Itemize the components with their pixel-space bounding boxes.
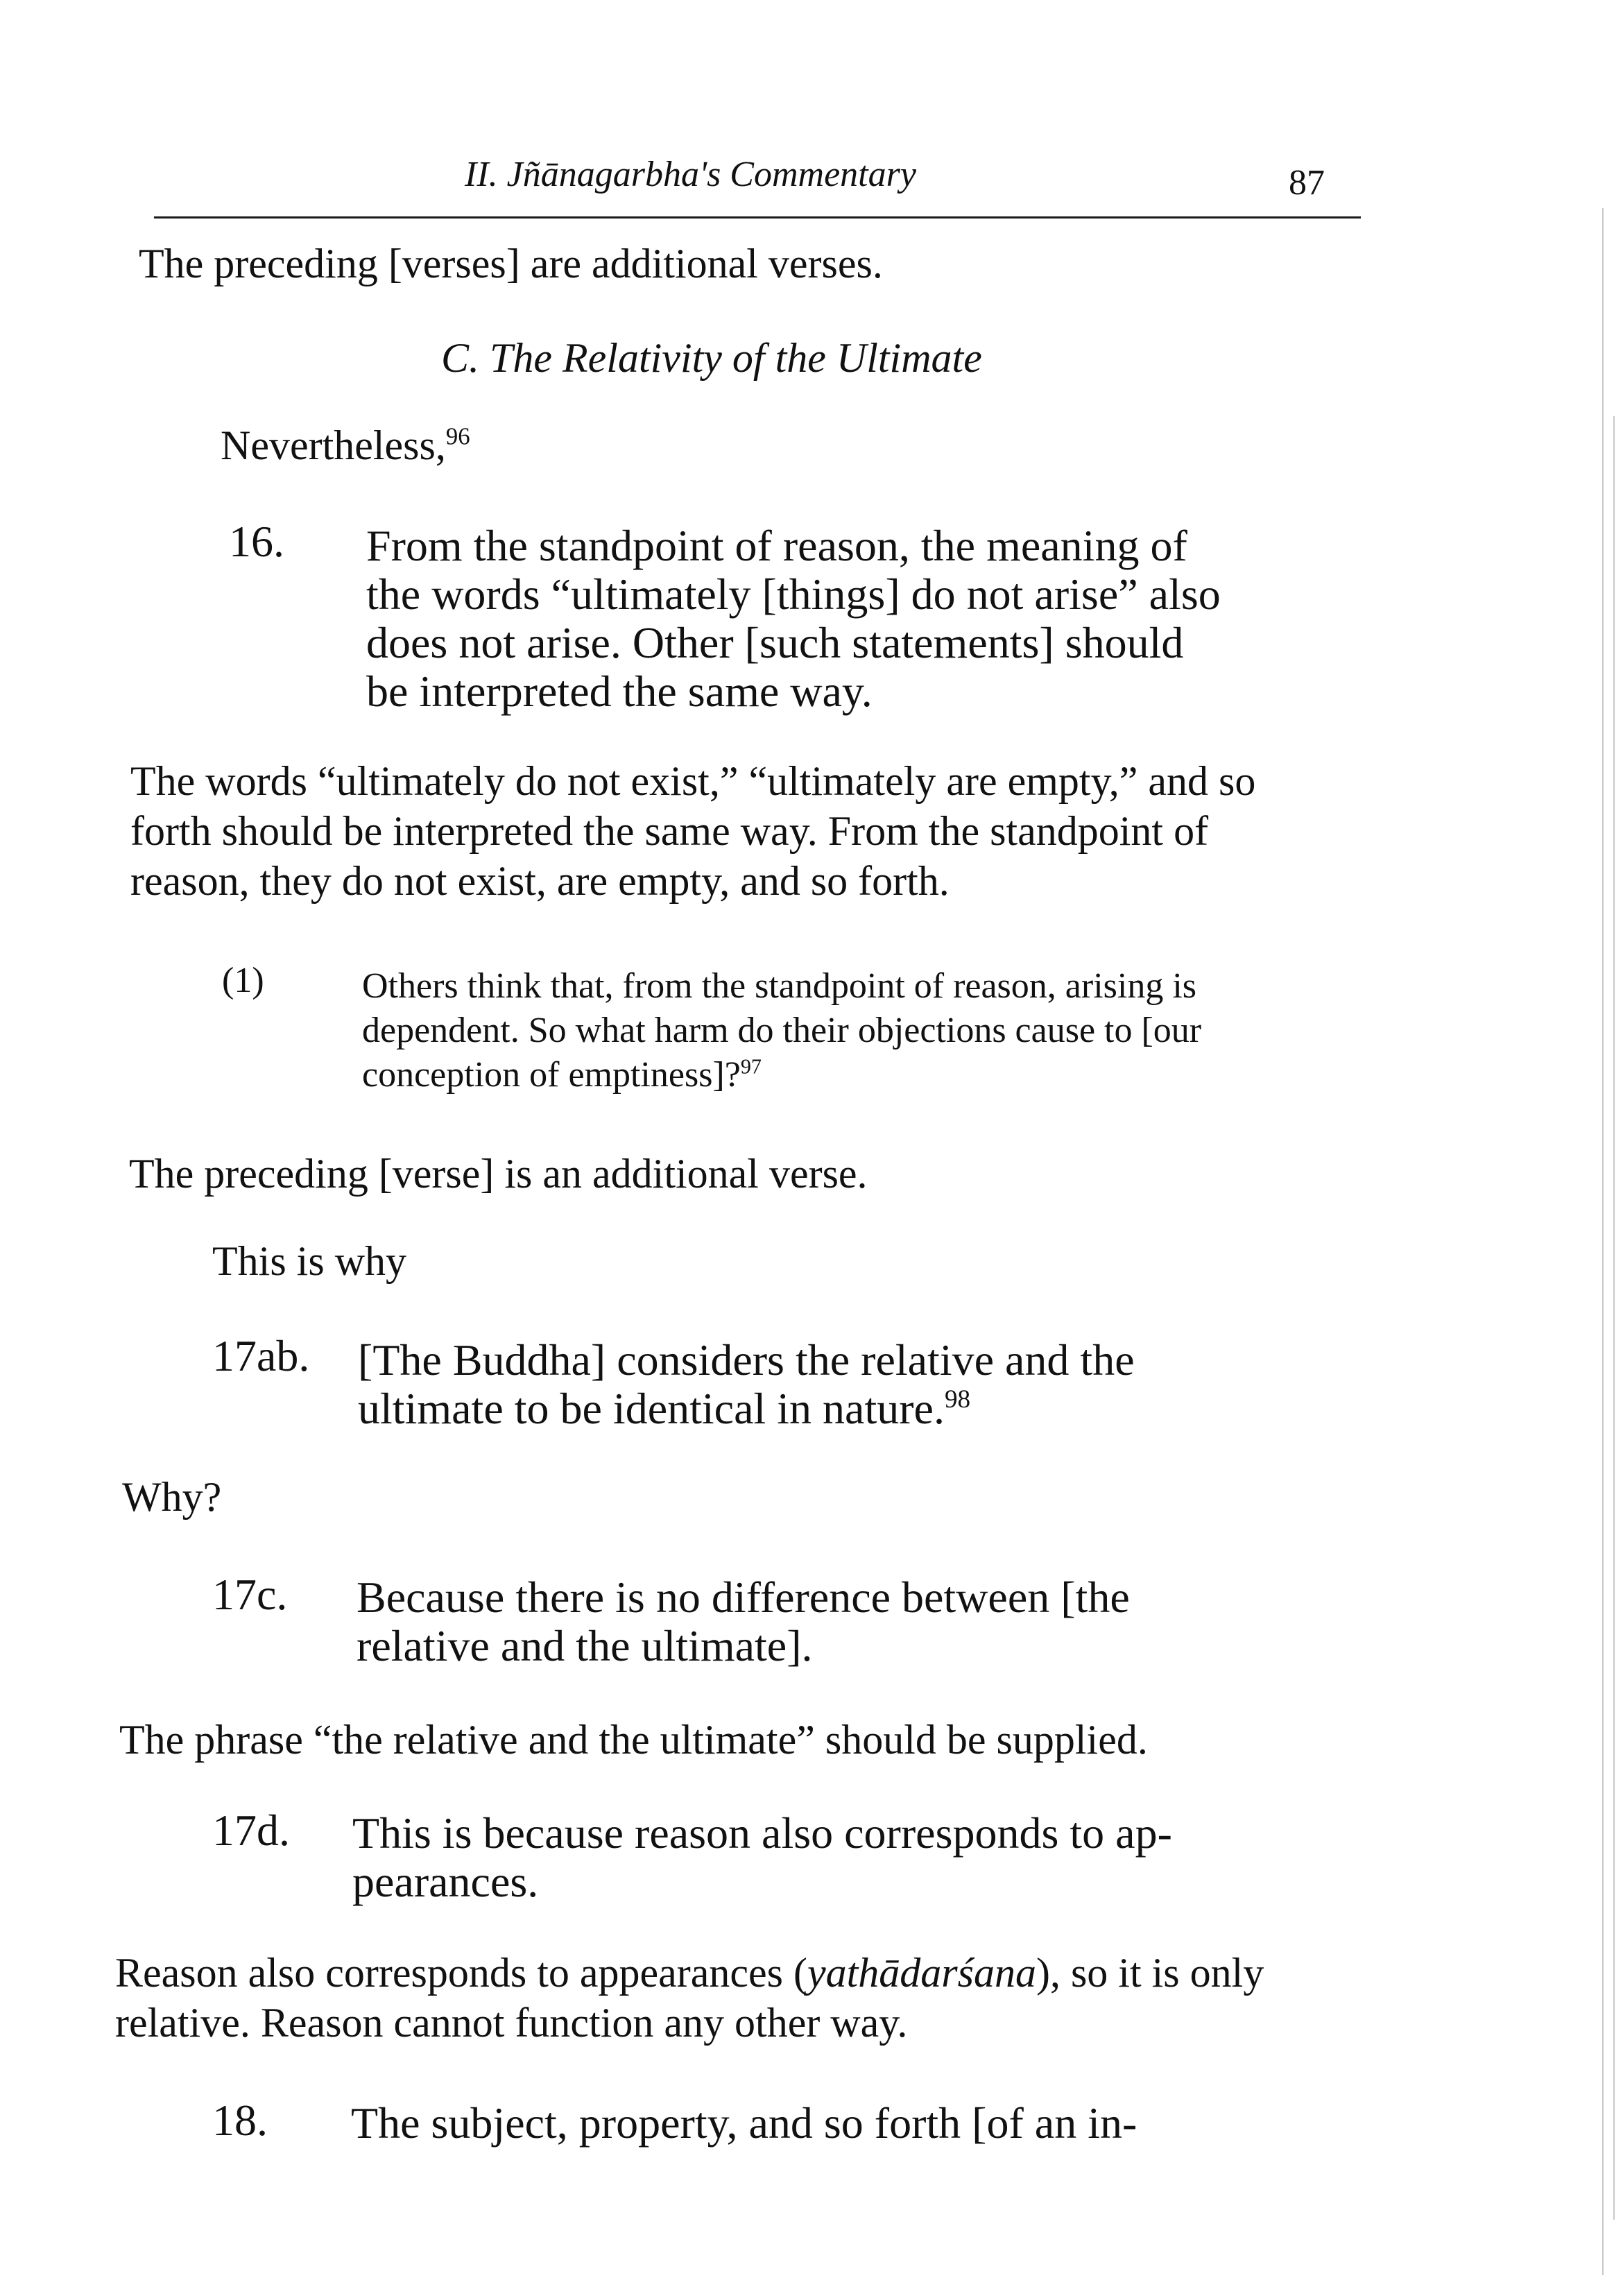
paragraph-text: ), so it is only	[1036, 1950, 1264, 1996]
paragraph-text: Reason also corresponds to appearances (	[115, 1950, 807, 1996]
verse-number-17ab: 17ab.	[212, 1331, 310, 1380]
verse-line: relative and the ultimate].	[357, 1621, 813, 1670]
verse-line: Others think that, from the standpoint of reason, arising is	[362, 966, 1197, 1006]
verse-line-text: conception of emptiness]?	[362, 1055, 741, 1095]
verse-number-18: 18.	[212, 2096, 268, 2145]
verse-line: be interpreted the same way.	[366, 667, 873, 716]
additional-verse-number: (1)	[222, 961, 264, 1000]
verse-line: does not arise. Other [such statements] should	[366, 618, 1184, 667]
footnote-ref-96: 96	[445, 422, 470, 450]
verse-line	[362, 1053, 1201, 1097]
page-number: 87	[1289, 163, 1325, 203]
preceding-verse-text: The preceding [verse] is an additional verse.	[129, 1151, 868, 1197]
sanskrit-term: yathādarśana	[807, 1950, 1036, 1996]
footnote-ref-97: 97	[740, 1054, 762, 1079]
nevertheless-word: Nevertheless,	[221, 422, 446, 468]
intro-text: The preceding [verses] are additional verses.	[139, 241, 883, 286]
paragraph-line: The words “ultimately do not exist,” “ultimately are empty,” and so	[130, 758, 1256, 804]
verse-number-17d: 17d.	[212, 1806, 290, 1855]
running-head: II. Jñānagarbha's Commentary	[465, 155, 916, 194]
verse-line-text: ultimate to be identical in nature.	[358, 1384, 945, 1433]
verse-number-17c: 17c.	[212, 1570, 288, 1619]
paragraph-line: forth should be interpreted the same way. From the standpoint of	[130, 808, 1209, 854]
paragraph-line	[115, 1948, 1264, 1998]
paragraph-line: reason, they do not exist, are empty, and so forth.	[130, 858, 950, 904]
scan-edge-line	[1613, 416, 1615, 2220]
verse-line: pearances.	[352, 1857, 539, 1906]
verse-line: Because there is no difference between [the	[357, 1573, 1130, 1622]
verse-line: the words “ultimately [things] do not arise” also	[366, 569, 1221, 619]
header-rule	[154, 216, 1361, 219]
footnote-ref-98: 98	[944, 1385, 971, 1414]
verse-number-16: 16.	[229, 517, 284, 566]
verse-line: dependent. So what harm do their objections cause to [our	[362, 1011, 1202, 1050]
why-text: Why?	[122, 1474, 222, 1520]
additional-verse-text	[362, 964, 1201, 1097]
paragraph-line: relative. Reason cannot function any other way.	[115, 2000, 908, 2046]
verse-17d-text	[352, 1809, 1172, 1906]
verse-line: This is because reason also corresponds to ap-	[352, 1808, 1172, 1858]
verse-line	[358, 1385, 1135, 1433]
section-heading: C. The Relativity of the Ultimate	[441, 335, 982, 381]
paragraph-2	[115, 1948, 1264, 2048]
this-is-why-text: This is why	[212, 1238, 407, 1284]
scan-edge-line	[1602, 208, 1604, 2275]
paragraph-1	[130, 756, 1255, 906]
verse-line: From the standpoint of reason, the meaning of	[366, 521, 1187, 570]
phrase-text: The phrase “the relative and the ultimate” should be supplied.	[119, 1717, 1148, 1763]
verse-17ab-text	[358, 1336, 1135, 1433]
verse-line: [The Buddha] considers the relative and the	[358, 1335, 1135, 1385]
verse-18-text: The subject, property, and so forth [of an in-	[351, 2098, 1137, 2148]
nevertheless-text	[221, 420, 470, 470]
verse-17c-text	[357, 1573, 1130, 1670]
verse-16-text	[366, 522, 1221, 716]
